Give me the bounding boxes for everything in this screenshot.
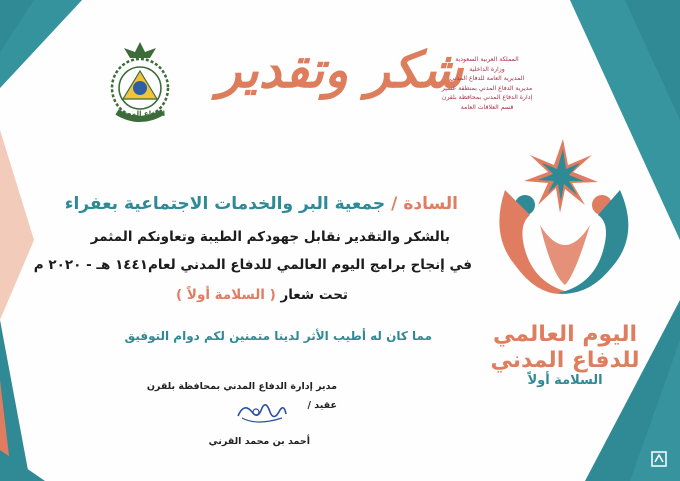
recipient-name: جمعية البر والخدمات الاجتماعية بعفراء bbox=[64, 194, 386, 214]
ministry-line: وزارة الداخلية bbox=[469, 65, 505, 73]
body-line-3 bbox=[176, 287, 348, 303]
ministry-line: مديرية الدفاع المدني بمنطقة عسير bbox=[441, 84, 533, 92]
handwritten-signature bbox=[232, 398, 292, 428]
body-line-2: في إنجاح برامج اليوم العالمي للدفاع المدني لعام١٤٤١ هـ - ٢٠٢٠ م bbox=[33, 257, 472, 273]
ministry-header bbox=[437, 55, 537, 113]
world-civil-defense-day-emblem bbox=[480, 135, 650, 325]
ministry-line: إدارة الدفاع المدني بمحافظة بلقرن bbox=[441, 94, 533, 102]
ministry-line: قسم العلاقات العامة bbox=[460, 103, 514, 111]
ministry-line: المديرية العامة للدفاع المدني bbox=[449, 75, 525, 83]
logo-caption: الدفاع المدني bbox=[118, 110, 165, 118]
corner-mark-icon bbox=[650, 450, 668, 468]
emblem-title bbox=[480, 322, 650, 374]
certificate-title: شكر وتقدير bbox=[217, 40, 463, 99]
ministry-line: المملكة العربية السعودية bbox=[455, 56, 519, 63]
signatory-rank: عقيد / bbox=[307, 400, 337, 411]
left-edge-decoration bbox=[0, 130, 40, 481]
slogan-text: ( السلامة أولاً ) bbox=[176, 287, 276, 303]
signatory-title: مدير إدارة الدفاع المدني بمحافظة بلقرن bbox=[146, 381, 337, 392]
closing-line: مما كان له أطيب الأثر لدينا متمنين لكم دوام التوفيق bbox=[124, 329, 432, 343]
emblem-title-line-1: اليوم العالمي bbox=[492, 322, 638, 347]
body-line-1: بالشكر والتقدير نقابل جهودكم الطيبة وتعاونكم المثمر bbox=[90, 229, 450, 245]
bottom-left-corner-decoration bbox=[0, 430, 60, 481]
signatory-name: أحمد بن محمد القرني bbox=[208, 436, 310, 447]
slogan-prefix: تحت شعار bbox=[280, 287, 348, 303]
emblem-slogan: السلامة أولاً bbox=[527, 373, 603, 388]
recipient-separator: / bbox=[391, 194, 398, 214]
emblem-title-line-2: للدفاع المدني bbox=[490, 348, 640, 373]
recipient-line bbox=[65, 194, 458, 214]
recipient-prefix: السادة bbox=[403, 194, 458, 214]
